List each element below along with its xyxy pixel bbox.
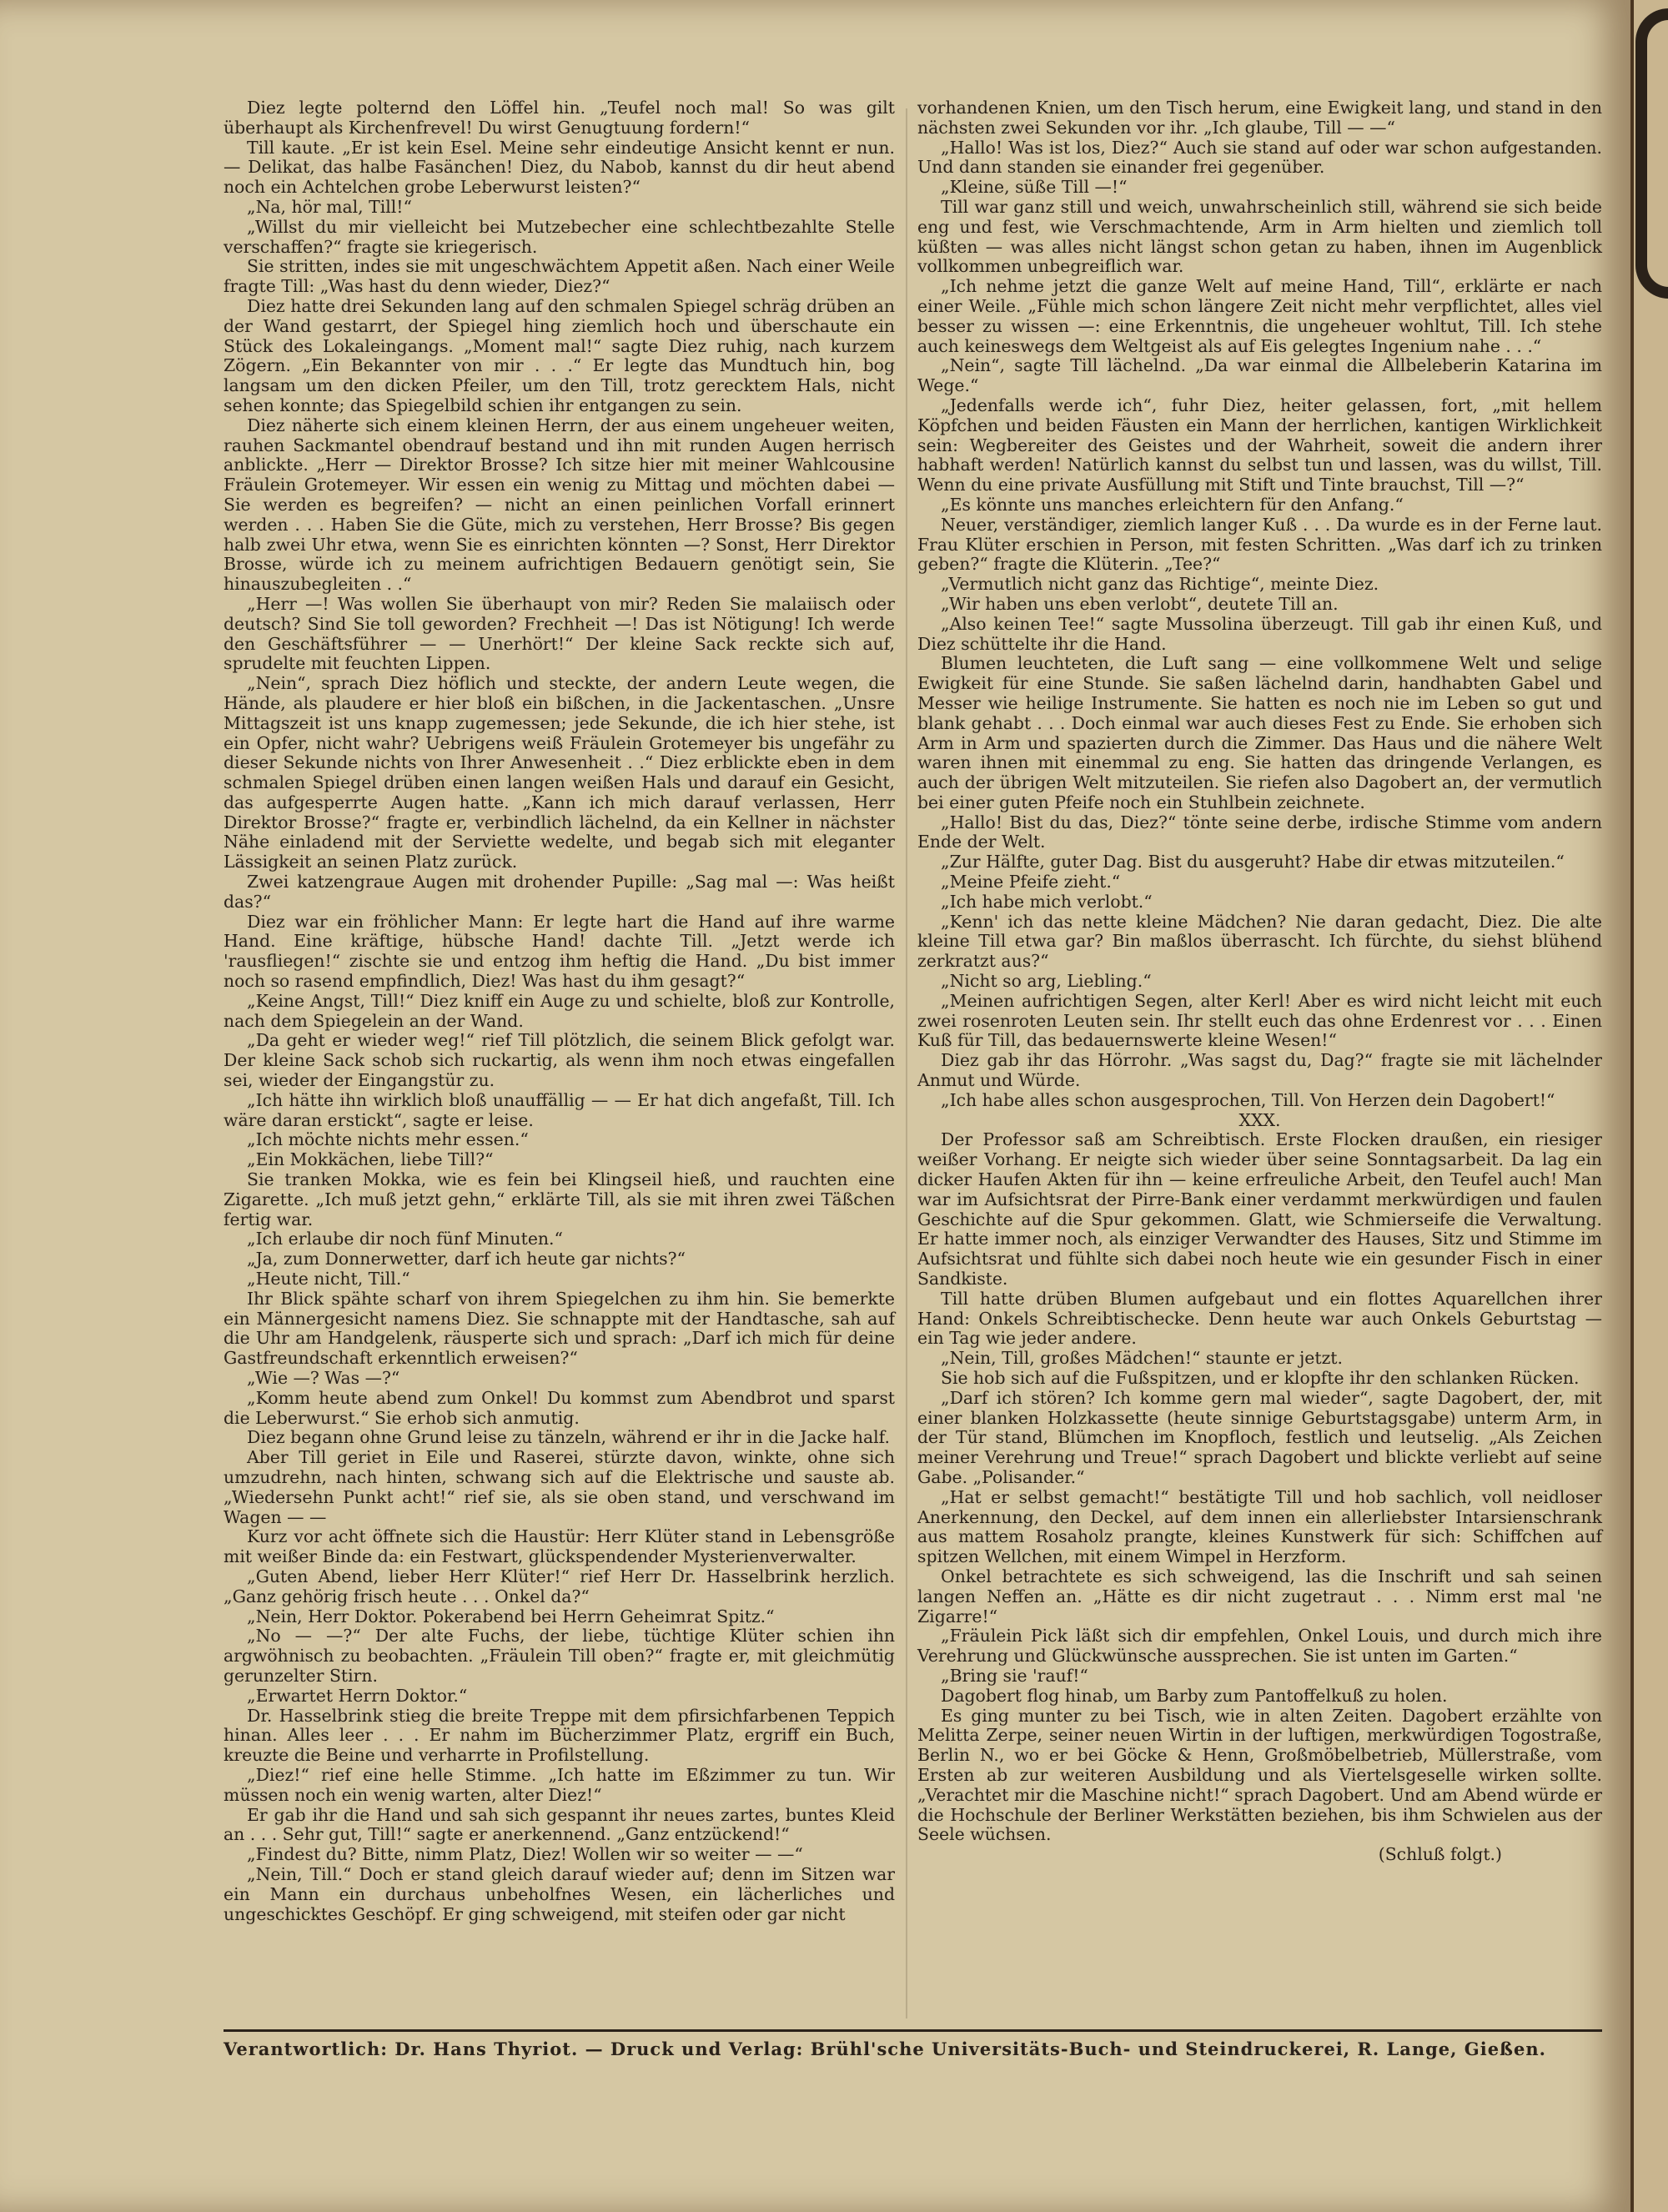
paragraph: Sie stritten, indes sie mit ungeschwächtem Appetit aßen. Nach einer Weile fragte Till: „Was hast du denn wieder, Diez?“ bbox=[224, 256, 895, 297]
paragraph: „Findest du? Bitte, nimm Platz, Diez! Wollen wir so weiter — —“ bbox=[247, 1844, 803, 1865]
paragraph: „Komm heute abend zum Onkel! Du kommst zum Abendbrot und sparst die Leberwurst.“ Sie erhob sich anmutig. bbox=[224, 1387, 895, 1428]
paragraph: Dagobert flog hinab, um Barby zum Pantoffelkuß zu holen. bbox=[941, 1685, 1448, 1706]
paragraph: „Meine Pfeife zieht.“ bbox=[941, 872, 1121, 892]
paragraph: „Ich hätte ihn wirklich bloß unauffällig — — Er hat dich angefaßt, Till. Ich wäre daran erstickt“, sagte er leise. bbox=[224, 1089, 895, 1130]
paragraph: „Also keinen Tee!“ sagte Mussolina überzeugt. Till gab ihr einen Kuß, und Diez schüttelte ihr die Hand. bbox=[917, 613, 1602, 654]
paragraph: Zwei katzengraue Augen mit drohender Pupille: „Sag mal —: Was heißt das?“ bbox=[224, 872, 895, 912]
paragraph: „Hat er selbst gemacht!“ bestätigte Till und hob sachlich, voll neidloser Anerkennung, den Deckel, auf dem innen ein allerliebster Intarsienschrank aus mattem Rosaholz prangte, kleines Kunstwerk für sich: Schiffchen auf spitzen Wellchen, mit einem Wimpel in Herzform. bbox=[917, 1486, 1602, 1567]
paragraph: „Nein, Till, großes Mädchen!“ staunte er jetzt. bbox=[941, 1348, 1343, 1369]
paragraph: „Kleine, süße Till —!“ bbox=[941, 177, 1128, 198]
paragraph: „Herr —! Was wollen Sie überhaupt von mir? Reden Sie malaiisch oder deutsch? Sind Sie toll geworden? Frechheit —! Das ist Nötigung! Ich werde den Geschäftsführer — — Unerhört!“ Der kleine Sack reckte sich auf, sprudelte mit feuchten Lippen. bbox=[224, 593, 895, 674]
paragraph: „Guten Abend, lieber Herr Klüter!“ rief Herr Dr. Hasselbrink herzlich. „Ganz gehörig frisch heute . . . Onkel da?“ bbox=[224, 1566, 895, 1606]
paragraph: Onkel betrachtete es sich schweigend, las die Inschrift und sah seinen langen Neffen an. „Hätte es dir nicht zugetraut . . . Nimm erst mal 'ne Zigarre!“ bbox=[917, 1566, 1602, 1626]
paragraph: „Zur Hälfte, guter Dag. Bist du ausgeruht? Habe dir etwas mitzuteilen.“ bbox=[941, 852, 1565, 872]
paragraph: „Keine Angst, Till!“ Diez kniff ein Auge zu und schielte, bloß zur Kontrolle, nach dem Spiegelein an der Wand. bbox=[224, 990, 895, 1031]
paragraph: Till kaute. „Er ist kein Esel. Meine sehr eindeutige Ansicht kennt er nun. — Delikat, das halbe Fasänchen! Diez, du Nabob, kannst du dir heut abend noch ein Achtelchen grobe Leberwurst leisten?“ bbox=[224, 137, 895, 198]
paragraph: „Hallo! Was ist los, Diez?“ Auch sie stand auf oder war schon aufgestanden. Und dann standen sie einander frei gegenüber. bbox=[917, 137, 1602, 178]
paragraph: „Ich möchte nichts mehr essen.“ bbox=[247, 1129, 529, 1150]
paragraph: Diez hatte drei Sekunden lang auf den schmalen Spiegel schräg drüben an der Wand gestarrt, der Spiegel hing ziemlich hoch und überschaute ein Stück des Lokaleingangs. „Moment mal!“ sagte Diez ruhig, nach kurzem Zögern. „Ein Bekannter von mir . . .“ Er legte das Mundtuch hin, bog langsam um den dicken Pfeiler, um den Till, trotz gerecktem Hals, nicht sehen konnte; das Spiegelbild schien ihr entgangen zu sein. bbox=[224, 295, 895, 415]
paragraph: „Ja, zum Donnerwetter, darf ich heute gar nichts?“ bbox=[247, 1249, 686, 1269]
adjacent-page-ornament bbox=[1635, 8, 1668, 299]
paragraph: Till war ganz still und weich, unwahrscheinlich still, während sie sich beide eng und fest, wie Verschmachtende, Arm in Arm hielten und ziemlich toll küßten — was alles nicht längst schon getan zu haben, ihnen im Augenblick vollkommen unbegreiflich war. bbox=[917, 196, 1602, 277]
paragraph: (Schluß folgt.) bbox=[1378, 1844, 1502, 1865]
paragraph: „Ich habe alles schon ausgesprochen, Till. Von Herzen dein Dagobert!“ bbox=[941, 1089, 1555, 1110]
text-column-left bbox=[224, 98, 895, 1924]
paragraph: Sie hob sich auf die Fußspitzen, und er klopfte ihr den schlanken Rücken. bbox=[941, 1368, 1580, 1388]
paragraph: „Willst du mir vielleicht bei Mutzebecher eine schlechtbezahlte Stelle verschaffen?“ fragte sie kriegerisch. bbox=[224, 216, 895, 257]
paragraph: „Hallo! Bist du das, Diez?“ tönte seine derbe, irdische Stimme vom andern Ende der Welt. bbox=[917, 812, 1602, 852]
column-divider bbox=[906, 108, 907, 2018]
paragraph: „Nein, Till.“ Doch er stand gleich darauf wieder auf; denn im Sitzen war ein Mann ein durchaus unbeholfnes Wesen, ein lächerliches und ungeschicktes Geschöpf. Er ging schweigend, mit steifen oder gar nicht bbox=[224, 1863, 895, 1924]
paragraph: Kurz vor acht öffnete sich die Haustür: Herr Klüter stand in Lebensgröße mit weißer Binde da: ein Festwart, glückspendender Mysterienverwalter. bbox=[224, 1526, 895, 1567]
paragraph: Er gab ihr die Hand und sah sich gespannt ihr neues zartes, buntes Kleid an . . . Sehr gut, Till!“ sagte er anerkennend. „Ganz entzückend!“ bbox=[224, 1804, 895, 1845]
paragraph: „Kenn' ich das nette kleine Mädchen? Nie daran gedacht, Diez. Die alte kleine Till etwa gar? Bin maßlos überrascht. Ich fürchte, du siehst blühend zerkratzt aus?“ bbox=[917, 911, 1602, 972]
paragraph: Aber Till geriet in Eile und Raserei, stürzte davon, winkte, ohne sich umzudrehn, nach hinten, schwang sich auf die Elektrische und sauste ab. „Wiedersehn Punkt acht!“ rief sie, als sie oben stand, und verschwand im Wagen — — bbox=[224, 1447, 895, 1527]
paragraph: „Na, hör mal, Till!“ bbox=[247, 196, 412, 217]
paragraph: „Es könnte uns manches erleichtern für den Anfang.“ bbox=[941, 494, 1404, 515]
adjacent-page-edge bbox=[1630, 0, 1668, 2212]
paragraph: Diez gab ihr das Hörrohr. „Was sagst du, Dag?“ fragte sie mit lächelnder Anmut und Würde. bbox=[917, 1050, 1602, 1091]
paragraph: „Jedenfalls werde ich“, fuhr Diez, heiter gelassen, fort, „mit hellem Köpfchen und beiden Fäusten ein Mann der herrlichen, kantigen Wirklichkeit sein: Wegbereiter des Geistes und der Wahrheit, soweit die andern ihrer habhaft werden! Natürlich kannst du selbst tun und lassen, was du willst, Till. Wenn du eine private Ausfüllung mit Stift und Tinte brauchst, Till —?“ bbox=[917, 395, 1602, 495]
paragraph: XXX. bbox=[1238, 1109, 1281, 1130]
paragraph: „Nicht so arg, Liebling.“ bbox=[941, 971, 1152, 992]
paragraph: Blumen leuchteten, die Luft sang — eine vollkommene Welt und selige Ewigkeit für eine Stunde. Sie saßen lächelnd darin, handhabten Gabel und Messer wie heilige Instrumente. Sie hatten es noch nie im Leben so gut und blank gehabt . . . Doch einmal war auch dieses Fest zu Ende. Sie erhoben sich Arm in Arm und spazierten durch die Zimmer. Das Haus und die nähere Welt waren ihnen mit einemmal zu eng. Sie hatten das dringende Verlangen, es auch der übrigen Welt mitzuteilen. Sie riefen also Dagobert an, der vermutlich bei einer guten Pfeife noch ein Stuhlbein zeichnete. bbox=[917, 653, 1602, 812]
paragraph: „Nein“, sprach Diez höflich und steckte, der andern Leute wegen, die Hände, als plaudere er hier bloß ein bißchen, in die Jackentaschen. „Unsre Mittagszeit ist uns knapp zugemessen; jede Sekunde, die ich hier stehe, ist ein Opfer, nicht wahr? Uebrigens weiß Fräulein Grotemeyer bis ungefähr zu dieser Sekunde nichts von Ihrer Anwesenheit . .“ Diez erblickte eben in dem schmalen Spiegel drüben einen langen weißen Hals und darauf ein Gesicht, das aufgesperrte Augen hatte. „Kann ich mich darauf verlassen, Herr Direktor Brosse?“ fragte er, verbindlich lächelnd, da ein Kellner in nächster Nähe einladend mit der Serviette wedelte, und begab sich mit eleganter Lässigkeit an seinen Platz zurück. bbox=[224, 673, 895, 872]
paragraph: „Fräulein Pick läßt sich dir empfehlen, Onkel Louis, und durch mich ihre Verehrung und Glückwünsche aussprechen. Sie ist unten im Garten.“ bbox=[917, 1626, 1602, 1667]
paragraph: „Nein“, sagte Till lächelnd. „Da war einmal die Allbeleberin Katarina im Wege.“ bbox=[917, 355, 1602, 396]
paragraph: „Ich erlaube dir noch fünf Minuten.“ bbox=[247, 1229, 563, 1249]
paragraph: Diez näherte sich einem kleinen Herrn, der aus einem ungeheuer weiten, rauhen Sackmantel obendrauf bestand und ihn mit runden Augen herrisch anblickte. „Herr — Direktor Brosse? Ich sitze hier mit meiner Wahlcousine Fräulein Grotemeyer. Wir essen ein wenig zu Mittag und möchten dabei — Sie werden es begreifen? — nicht an einen peinlichen Vorfall erinnert werden . . . Haben Sie die Güte, mich zu verstehen, Herr Brosse? Bis gegen halb zwei Uhr etwa, wenn Sie es einrichten könnten —? Sonst, Herr Direktor Brosse, würde ich zu meinem aufrichtigen Bedauern genötigt sein, Sie hinauszubegleiten . .“ bbox=[224, 415, 895, 595]
paragraph: „Da geht er wieder weg!“ rief Till plötzlich, die seinem Blick gefolgt war. Der kleine Sack schob sich ruckartig, als wenn ihm noch etwas eingefallen sei, wieder der Eingangstür zu. bbox=[224, 1030, 895, 1091]
paragraph: „Meinen aufrichtigen Segen, alter Kerl! Aber es wird nicht leicht mit euch zwei rosenroten Leuten sein. Ihr stellt euch das ohne Erdenrest vor . . . Einen Kuß für Till, das bedauernswerte kleine Wesen!“ bbox=[917, 990, 1602, 1051]
paragraph: „Wie —? Was —?“ bbox=[247, 1368, 400, 1388]
paragraph: „Vermutlich nicht ganz das Richtige“, meinte Diez. bbox=[941, 574, 1379, 595]
paragraph: Neuer, verständiger, ziemlich langer Kuß . . . Da wurde es in der Ferne laut. Frau Klüter erschien in Person, mit festen Schritten. „Was darf ich zu trinken geben?“ fragte die Klüterin. „Tee?“ bbox=[917, 514, 1602, 575]
imprint-footer: Verantwortlich: Dr. Hans Thyriot. — Druck und Verlag: Brühl'sche Universitäts-Buch- und Steindruckerei, R. Lange, Gießen. bbox=[224, 2039, 1546, 2059]
paragraph: Diez legte polternd den Löffel hin. „Teufel noch mal! So was gilt überhaupt als Kirchenfrevel! Du wirst Genugtuung fordern!“ bbox=[224, 98, 895, 138]
paragraph: Ihr Blick spähte scharf von ihrem Spiegelchen zu ihm hin. Sie bemerkte ein Männergesicht namens Diez. Sie schnappte mit der Handtasche, sah auf die Uhr am Handgelenk, räusperte sich und sprach: „Darf ich mich für deine Gastfreundschaft erkenntlich erweisen?“ bbox=[224, 1288, 895, 1369]
paragraph: Es ging munter zu bei Tisch, wie in alten Zeiten. Dagobert erzählte von Melitta Zerpe, seiner neuen Wirtin in der luftigen, merkwürdigen Togostraße, Berlin N., wo er bei Göcke & Henn, Großmöbelbetrieb, Müllerstraße, vom Ersten ab zur weiteren Ausbildung und als Viertelsgeselle wirken sollte. „Verachtet mir die Maschine nicht!“ sprach Dagobert. Und am Abend würde er die Hochschule der Berliner Werkstätten beziehen, bis ihm Schwielen aus der Seele wüchsen. bbox=[917, 1705, 1602, 1845]
paragraph: „Ich habe mich verlobt.“ bbox=[941, 891, 1153, 912]
paragraph: „Bring sie 'rauf!“ bbox=[941, 1665, 1088, 1686]
paragraph: „Ein Mokkächen, liebe Till?“ bbox=[247, 1149, 494, 1170]
paragraph: Diez begann ohne Grund leise zu tänzeln, während er ihr in die Jacke half. bbox=[247, 1427, 890, 1448]
paragraph: vorhandenen Knien, um den Tisch herum, eine Ewigkeit lang, und stand in den nächsten zwei Sekunden vor ihr. „Ich glaube, Till — —“ bbox=[917, 98, 1602, 138]
paragraph: „Wir haben uns eben verlobt“, deutete Till an. bbox=[941, 593, 1339, 614]
paragraph: „Heute nicht, Till.“ bbox=[247, 1269, 410, 1289]
paragraph: Dr. Hasselbrink stieg die breite Treppe mit dem pfirsichfarbenen Teppich hinan. Alles leer . . . Er nahm im Bücherzimmer Platz, ergriff ein Buch, kreuzte die Beine und verharrte in Profilstellung. bbox=[224, 1705, 895, 1766]
paragraph: Sie tranken Mokka, wie es fein bei Klingseil hieß, und rauchten eine Zigarette. „Ich muß jetzt gehn,“ erklärte Till, als sie mit ihren zwei Täßchen fertig war. bbox=[224, 1169, 895, 1229]
paragraph: „Ich nehme jetzt die ganze Welt auf meine Hand, Till“, erklärte er nach einer Weile. „Fühle mich schon längere Zeit nicht mehr verpflichtet, alles viel besser zu wissen —: eine Erkenntnis, die ungeheuer wohltut, Till. Ich stehe auch keineswegs dem Weltgeist als auf Eis gelegtes Ingenium nahe . . .“ bbox=[917, 276, 1602, 356]
text-column-right bbox=[917, 98, 1602, 1865]
paragraph: „Darf ich stören? Ich komme gern mal wieder“, sagte Dagobert, der, mit einer blanken Holzkassette (heute sinnige Geburtstagsgabe) unterm Arm, in der Tür stand, Blümchen im Knopfloch, festlich und leutselig. „Als Zeichen meiner Verehrung und Treue!“ sprach Dagobert und blickte verliebt auf seine Gabe. „Polisander.“ bbox=[917, 1387, 1602, 1487]
footer-rule bbox=[224, 2029, 1602, 2032]
paragraph: „Diez!“ rief eine helle Stimme. „Ich hatte im Eßzimmer zu tun. Wir müssen noch ein wenig warten, alter Diez!“ bbox=[224, 1764, 895, 1805]
paragraph: „No — —?“ Der alte Fuchs, der liebe, tüchtige Klüter schien ihn argwöhnisch zu beobachten. „Fräulein Till oben?“ fragte er, mit gleichmütig gerunzelter Stirn. bbox=[224, 1626, 895, 1686]
paragraph: Der Professor saß am Schreibtisch. Erste Flocken draußen, ein riesiger weißer Vorhang. Er neigte sich wieder über seine Sonntagsarbeit. Da lag ein dicker Haufen Akten für ihn — keine erfreuliche Arbeit, den Teufel auch! Man war im Aufsichtsrat der Pirre-Bank einer verdammt merkwürdigen und faulen Geschichte auf die Spur gekommen. Glatt, wie Schmierseife die Verwaltung. Er hatte immer noch, als einziger Verwandter des Hauses, Sitz und Stimme im Aufsichtsrat und fühlte sich dabei noch heute wie ein gesunder Fisch in einer Sandkiste. bbox=[917, 1129, 1602, 1289]
paragraph: „Nein, Herr Doktor. Pokerabend bei Herrn Geheimrat Spitz.“ bbox=[247, 1606, 775, 1626]
paragraph: „Erwartet Herrn Doktor.“ bbox=[247, 1685, 468, 1706]
paragraph: Diez war ein fröhlicher Mann: Er legte hart die Hand auf ihre warme Hand. Eine kräftige, hübsche Hand! dachte Till. „Jetzt werde ich 'rausfliegen!“ zischte sie und entzog ihm heftig die Hand. „Du bist immer noch so rasend empfindlich, Diez! Was hast du ihm gesagt?“ bbox=[224, 911, 895, 992]
paragraph: Till hatte drüben Blumen aufgebaut und ein flottes Aquarellchen ihrer Hand: Onkels Schreibtischecke. Denn heute war auch Onkels Geburtstag — ein Tag wie jeder andere. bbox=[917, 1288, 1602, 1349]
